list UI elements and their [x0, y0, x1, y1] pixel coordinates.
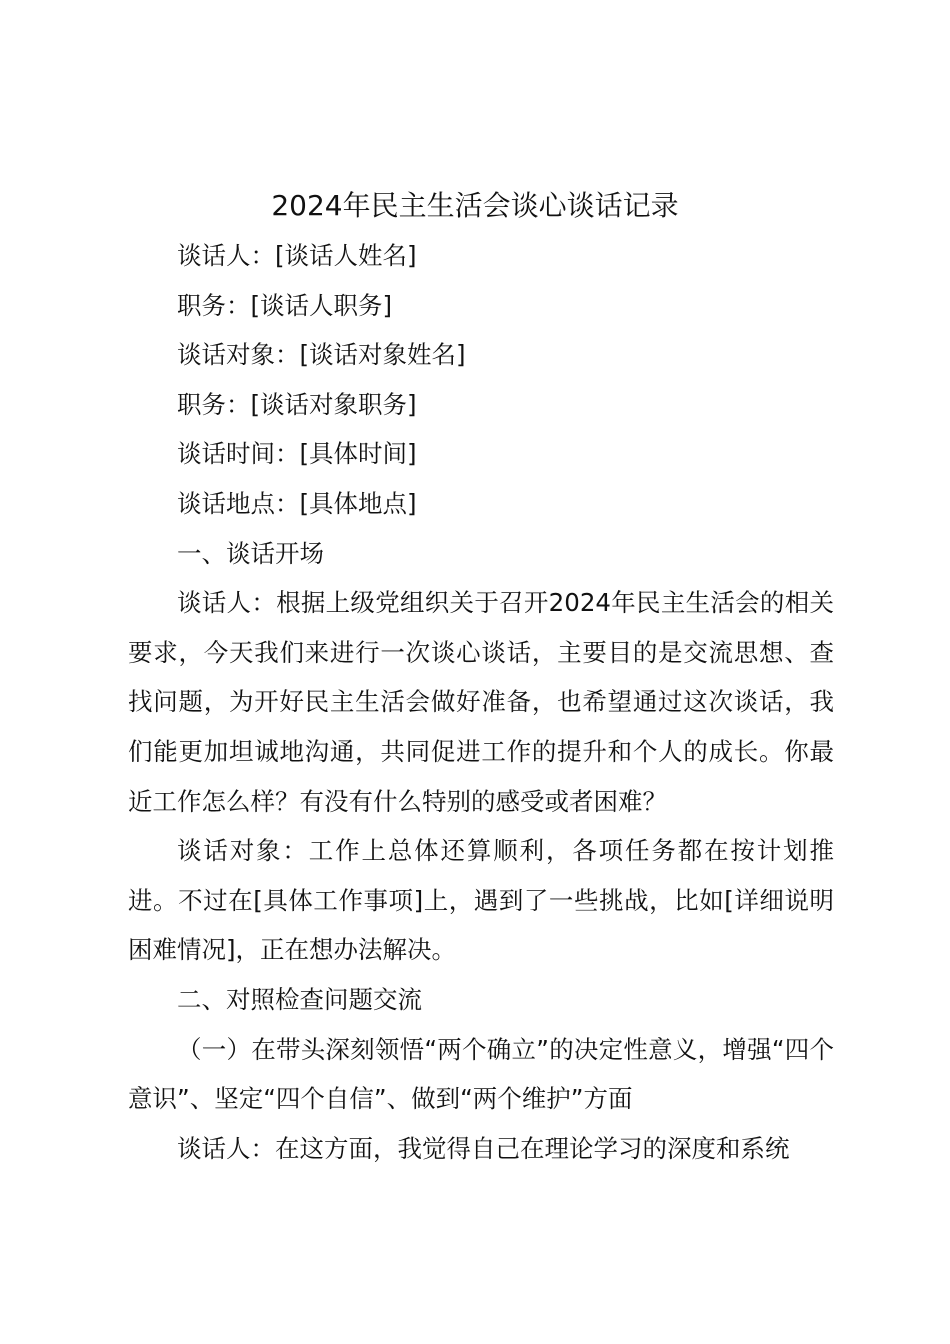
info-speaker-position: 职务：[谈话人职务]	[177, 290, 393, 320]
paragraph-opening-reply: 谈话对象：工作上总体还算顺利，各项任务都在按计划推进。不过在[具体工作事项]上，遇到了一些挑战，比如[详细说明困难情况]，正在想办法解决。	[128, 836, 834, 965]
section-heading-opening: 一、谈话开场	[177, 538, 324, 568]
info-interviewee-position: 职务：[谈话对象职务]	[177, 389, 417, 419]
paragraph-opening-speaker: 谈话人：根据上级党组织关于召开2024年民主生活会的相关要求，今天我们来进行一次谈心谈话，主要目的是交流思想、查找问题，为开好民主生活会做好准备，也希望通过这次谈话，我们能更加坦诚地沟通，共同促进工作的提升和个人的成长。你最近工作怎么样？有没有什么特别的感受或者困难？	[128, 588, 834, 816]
document-body	[128, 231, 834, 1173]
info-interviewee: 谈话对象：[谈话对象姓名]	[177, 340, 466, 370]
section-heading-review: 二、对照检查问题交流	[177, 984, 422, 1014]
info-place: 谈话地点：[具体地点]	[177, 488, 417, 518]
info-time: 谈话时间：[具体时间]	[177, 439, 417, 469]
document-title: 2024年民主生活会谈心谈话记录	[271, 189, 679, 222]
info-speaker: 谈话人：[谈话人姓名]	[177, 241, 417, 270]
subheading-two-establishments: （一）在带头深刻领悟“两个确立”的决定性意义，增强“四个意识”、坚定“四个自信”、做到“两个维护”方面	[128, 1034, 834, 1114]
paragraph-review-speaker: 谈话人：在这方面，我觉得自己在理论学习的深度和系统	[177, 1133, 790, 1163]
